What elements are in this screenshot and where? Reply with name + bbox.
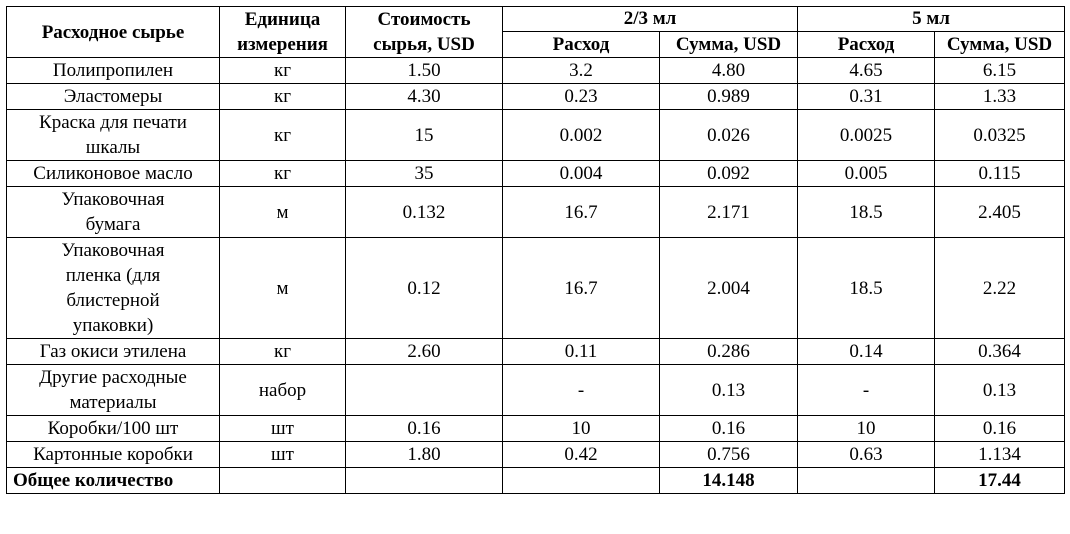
consumption-2-3ml-cell: 16.7	[503, 187, 660, 238]
cost-cell: 1.80	[346, 442, 503, 468]
consumption-2-3ml-cell	[503, 468, 660, 494]
table-row	[7, 339, 1065, 365]
sum-2-3ml-cell: 0.756	[660, 442, 798, 468]
consumption-2-3ml-cell: 16.7	[503, 238, 660, 339]
sum-2-3ml-cell: 0.16	[660, 416, 798, 442]
table-row	[7, 110, 1065, 161]
header-cost: Стоимость сырья, USD	[346, 7, 503, 58]
header-row-top	[7, 7, 1065, 32]
material-name: Картонные коробки	[7, 442, 220, 468]
cost-cell: 15	[346, 110, 503, 161]
sum-5ml-cell: 0.0325	[935, 110, 1065, 161]
header-unit: Единица измерения	[220, 7, 346, 58]
raw-materials-cost-table	[6, 6, 1065, 494]
sum-5ml-cell: 0.364	[935, 339, 1065, 365]
material-name: Эластомеры	[7, 84, 220, 110]
cost-cell: 35	[346, 161, 503, 187]
total-sum-5ml: 17.44	[935, 468, 1065, 494]
consumption-2-3ml-cell: 0.23	[503, 84, 660, 110]
consumption-2-3ml-cell: 0.002	[503, 110, 660, 161]
unit-cell	[220, 468, 346, 494]
material-name: Упаковочная бумага	[7, 187, 220, 238]
cost-cell: 1.50	[346, 58, 503, 84]
cost-cell: 0.16	[346, 416, 503, 442]
sum-2-3ml-cell: 0.286	[660, 339, 798, 365]
total-label: Общее количество	[7, 468, 220, 494]
table-row	[7, 365, 1065, 416]
consumption-2-3ml-cell: 10	[503, 416, 660, 442]
table-row	[7, 84, 1065, 110]
table-row	[7, 161, 1065, 187]
unit-cell: шт	[220, 416, 346, 442]
unit-cell: кг	[220, 110, 346, 161]
consumption-5ml-cell: 18.5	[798, 187, 935, 238]
sum-2-3ml-cell: 0.092	[660, 161, 798, 187]
consumption-5ml-cell: 0.0025	[798, 110, 935, 161]
table-row	[7, 58, 1065, 84]
unit-cell: м	[220, 187, 346, 238]
unit-cell: кг	[220, 84, 346, 110]
sum-5ml-cell: 0.13	[935, 365, 1065, 416]
sum-5ml-cell: 1.134	[935, 442, 1065, 468]
table-row	[7, 238, 1065, 339]
material-name: Краска для печати шкалы	[7, 110, 220, 161]
sum-5ml-cell: 6.15	[935, 58, 1065, 84]
material-name: Силиконовое масло	[7, 161, 220, 187]
cost-cell	[346, 365, 503, 416]
cost-cell: 4.30	[346, 84, 503, 110]
consumption-2-3ml-cell: 0.11	[503, 339, 660, 365]
unit-cell: кг	[220, 58, 346, 84]
cost-cell	[346, 468, 503, 494]
material-name: Упаковочная пленка (для блистерной упаковки)	[7, 238, 220, 339]
table-row	[7, 416, 1065, 442]
sum-5ml-cell: 2.22	[935, 238, 1065, 339]
consumption-5ml-cell: 10	[798, 416, 935, 442]
material-name: Полипропилен	[7, 58, 220, 84]
consumption-5ml-cell: -	[798, 365, 935, 416]
sum-2-3ml-cell: 2.004	[660, 238, 798, 339]
header-sum-2-3ml: Сумма, USD	[660, 32, 798, 58]
consumption-2-3ml-cell: 0.42	[503, 442, 660, 468]
unit-cell: кг	[220, 339, 346, 365]
sum-2-3ml-cell: 0.989	[660, 84, 798, 110]
table-row	[7, 187, 1065, 238]
sum-5ml-cell: 1.33	[935, 84, 1065, 110]
unit-cell: кг	[220, 161, 346, 187]
consumption-5ml-cell: 0.005	[798, 161, 935, 187]
unit-cell: м	[220, 238, 346, 339]
consumption-5ml-cell	[798, 468, 935, 494]
consumption-5ml-cell: 0.14	[798, 339, 935, 365]
cost-cell: 0.132	[346, 187, 503, 238]
consumption-5ml-cell: 4.65	[798, 58, 935, 84]
sum-2-3ml-cell: 4.80	[660, 58, 798, 84]
unit-cell: набор	[220, 365, 346, 416]
sum-2-3ml-cell: 0.13	[660, 365, 798, 416]
cost-cell: 2.60	[346, 339, 503, 365]
material-name: Коробки/100 шт	[7, 416, 220, 442]
total-row	[7, 468, 1065, 494]
consumption-5ml-cell: 0.31	[798, 84, 935, 110]
table-row	[7, 442, 1065, 468]
consumption-2-3ml-cell: 0.004	[503, 161, 660, 187]
header-consumption-5ml: Расход	[798, 32, 935, 58]
sum-5ml-cell: 0.16	[935, 416, 1065, 442]
cost-cell: 0.12	[346, 238, 503, 339]
material-name: Другие расходные материалы	[7, 365, 220, 416]
consumption-2-3ml-cell: -	[503, 365, 660, 416]
header-sum-5ml: Сумма, USD	[935, 32, 1065, 58]
header-consumption-2-3ml: Расход	[503, 32, 660, 58]
sum-5ml-cell: 0.115	[935, 161, 1065, 187]
unit-cell: шт	[220, 442, 346, 468]
sum-2-3ml-cell: 2.171	[660, 187, 798, 238]
total-sum-2-3ml: 14.148	[660, 468, 798, 494]
sum-2-3ml-cell: 0.026	[660, 110, 798, 161]
material-name: Газ окиси этилена	[7, 339, 220, 365]
sum-5ml-cell: 2.405	[935, 187, 1065, 238]
consumption-2-3ml-cell: 3.2	[503, 58, 660, 84]
consumption-5ml-cell: 18.5	[798, 238, 935, 339]
header-material: Расходное сырье	[7, 7, 220, 58]
header-group-5ml: 5 мл	[798, 7, 1065, 32]
header-group-2-3ml: 2/3 мл	[503, 7, 798, 32]
consumption-5ml-cell: 0.63	[798, 442, 935, 468]
